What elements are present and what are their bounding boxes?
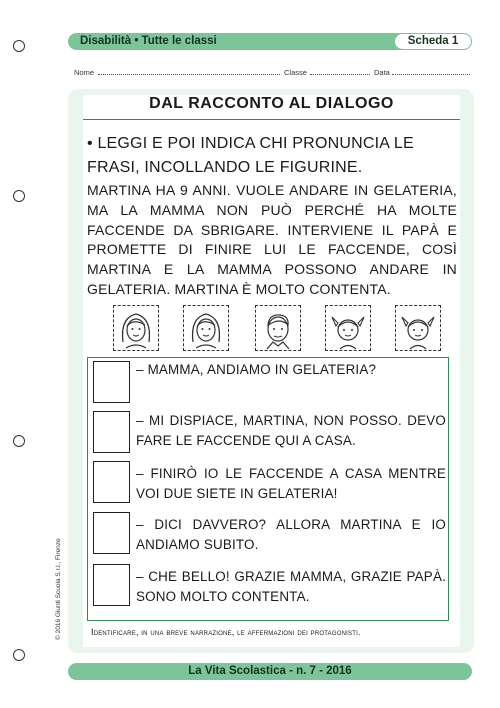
title-divider xyxy=(83,119,460,120)
learning-goal: Identificare, in una breve narrazione, le affermazioni dei protagonisti. xyxy=(91,627,361,637)
class-field[interactable] xyxy=(310,73,370,75)
sticker-slot[interactable] xyxy=(93,411,130,453)
copyright-notice: © 2016 Giunti Scuola S.r.l., Firenze xyxy=(55,538,62,640)
dialogue-line: – FINIRÒ IO LE FACCENDE A CASA MENTRE VOI DUE SIETE IN GELATERIA! xyxy=(136,466,446,501)
dialogue-line: – MI DISPIACE, MARTINA, NON POSSO. DEVO FARE LE FACCENDE QUI A CASA. xyxy=(136,413,446,448)
figures-row xyxy=(113,305,443,355)
binder-hole xyxy=(13,190,25,202)
sticker-slot[interactable] xyxy=(93,461,130,503)
worksheet-content xyxy=(83,95,460,647)
dialogue-line: – CHE BELLO! GRAZIE MAMMA, GRAZIE PAPÀ. SONO MOLTO CONTENTA. xyxy=(136,569,446,604)
binder-hole xyxy=(13,40,25,52)
dialogue-line: – DICI DAVVERO? ALLORA MARTINA E IO ANDIAMO SUBITO. xyxy=(136,517,446,552)
man-face-icon[interactable] xyxy=(255,305,301,351)
header-bar xyxy=(68,33,472,50)
name-label: Nome xyxy=(74,68,95,77)
sheet-tag: Scheda 1 xyxy=(394,33,472,50)
girl-face-icon[interactable] xyxy=(395,305,441,351)
instruction: • LEGGI E POI INDICA CHI PRONUNCIA LE FRASI, INCOLLANDO LE FIGURINE. xyxy=(87,135,414,176)
story-text: MARTINA HA 9 ANNI. VUOLE ANDARE IN GELATERIA, MA LA MAMMA NON PUÒ PERCHÉ HA MOLTE FACCENDE DA SBRIGARE. INTERVIENE IL PAPÀ E PROMETTE DI FINIRE LUI LE FACCENDE, COSÌ MARTINA E LA MAMMA POSSONO ANDARE IN GELATERIA. MARTINA È MOLTO CONTENTA. xyxy=(87,182,457,297)
girl-face-icon[interactable] xyxy=(325,305,371,351)
date-label: Data xyxy=(374,68,390,77)
sticker-slot[interactable] xyxy=(93,512,130,554)
sticker-slot[interactable] xyxy=(93,361,130,403)
page-title: DAL RACCONTO AL DIALOGO xyxy=(149,95,394,112)
header-category: Disabilità • Tutte le classi xyxy=(80,35,217,47)
footer-bar: La Vita Scolastica - n. 7 - 2016 xyxy=(68,663,472,680)
binder-hole xyxy=(13,649,25,661)
binder-hole xyxy=(13,435,25,447)
date-field[interactable] xyxy=(392,73,470,75)
class-label: Classe xyxy=(284,68,307,77)
sticker-slot[interactable] xyxy=(93,564,130,606)
dialogue-box xyxy=(87,357,449,621)
dialogue-line: – MAMMA, ANDIAMO IN GELATERIA? xyxy=(136,362,377,377)
woman-face-icon[interactable] xyxy=(183,305,229,351)
name-field[interactable] xyxy=(98,73,280,75)
woman-face-icon[interactable] xyxy=(113,305,159,351)
